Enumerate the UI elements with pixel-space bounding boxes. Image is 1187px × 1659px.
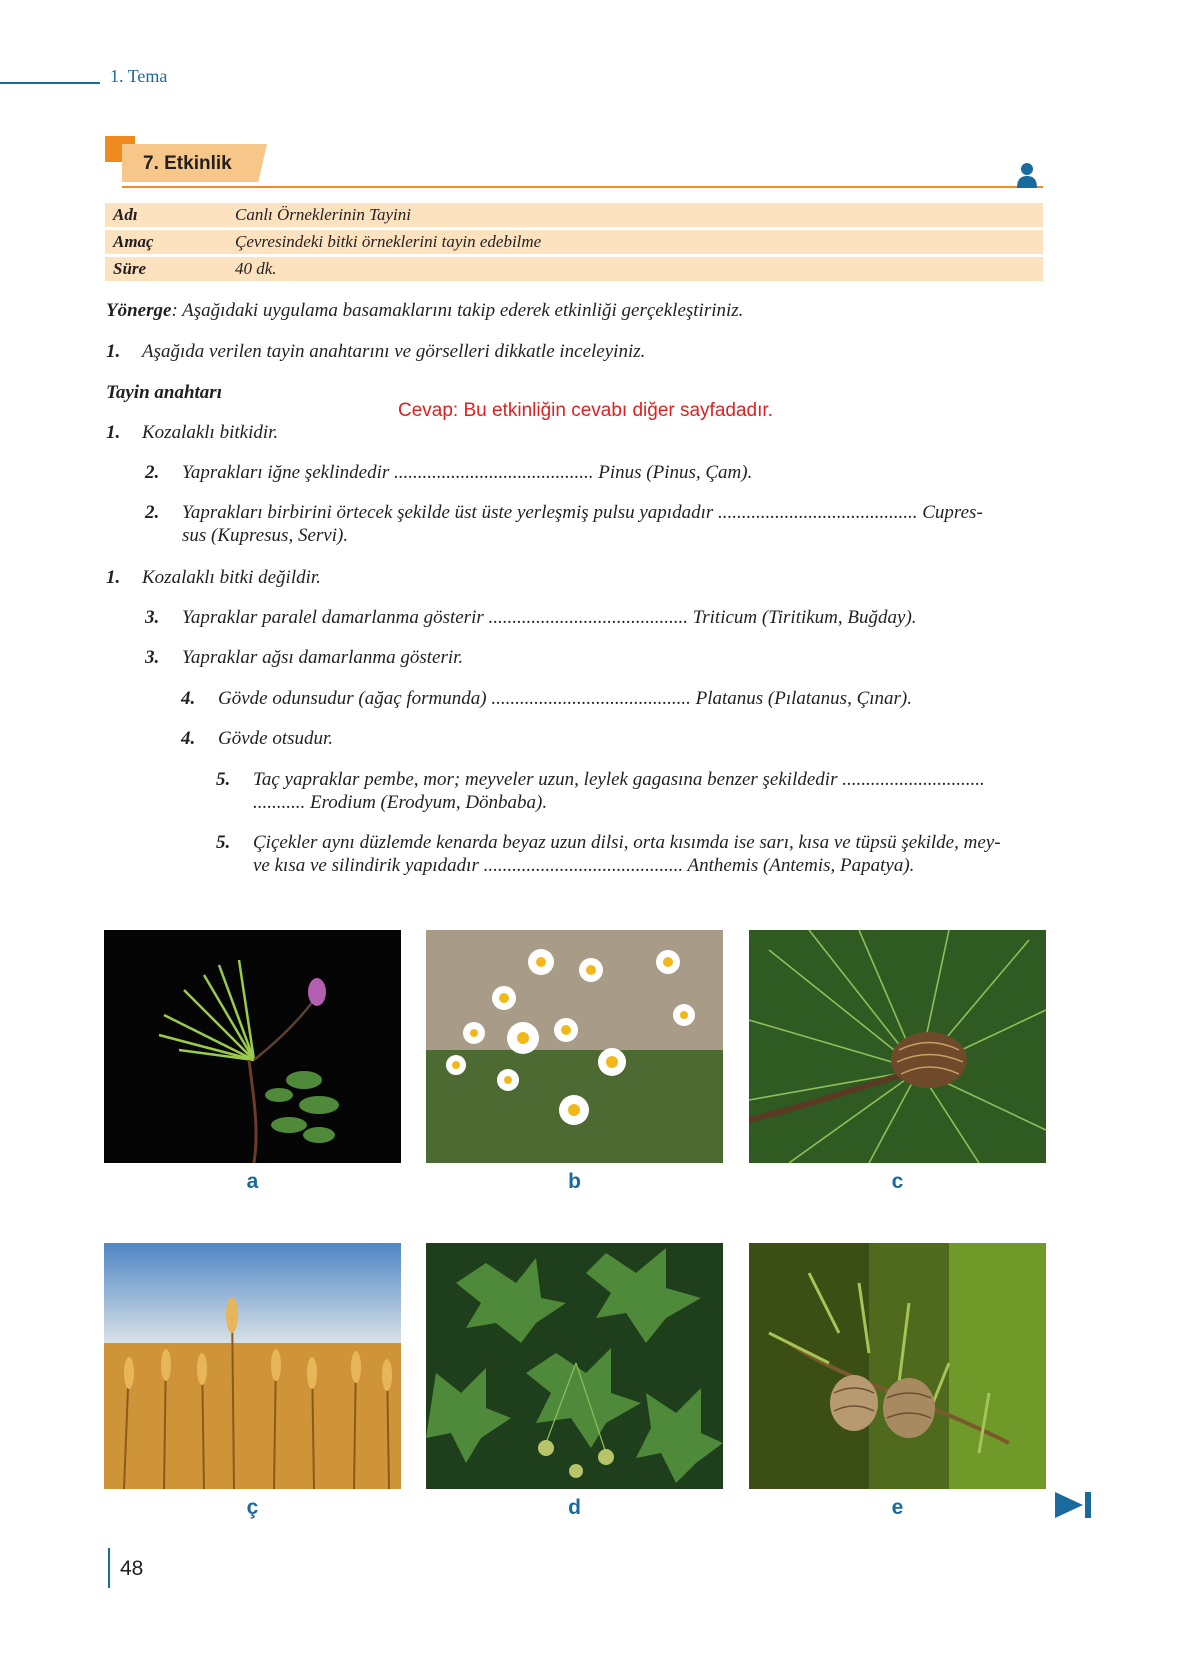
key-item xyxy=(106,421,278,444)
key-item xyxy=(216,831,1046,877)
key-number: 3. xyxy=(145,607,160,628)
key-number: 3. xyxy=(145,647,160,668)
page-number: 48 xyxy=(120,1557,144,1580)
info-value: Canlı Örneklerinin Tayini xyxy=(227,203,1043,227)
activity-info-table xyxy=(105,200,1043,284)
key-text: Kozalaklı bitki değildir. xyxy=(142,567,321,588)
answer-note: Cevap: Bu etkinliğin cevabı diğer sayfadadır. xyxy=(398,400,773,421)
info-key: Amaç xyxy=(105,230,227,254)
theme-label: 1. Tema xyxy=(110,66,168,86)
image-caption: d xyxy=(568,1496,581,1519)
info-row-purpose xyxy=(105,230,1043,254)
key-text-continued: sus (Kupresus, Servi). xyxy=(182,525,349,546)
wheat-field-photo xyxy=(104,1243,401,1489)
key-item xyxy=(145,501,1045,547)
key-number: 2. xyxy=(145,462,160,483)
erodium-photo xyxy=(104,930,401,1163)
key-text: Yaprakları birbirini örtecek şekilde üst üste yerleşmiş pulsu yapıdadır .......................................... Cupres- xyxy=(182,502,983,523)
key-text-continued: ........... Erodium (Erodyum, Dönbaba). xyxy=(253,792,548,813)
info-key: Adı xyxy=(105,203,227,227)
activity-title: 7. Etkinlik xyxy=(143,153,232,174)
step-number: 1. xyxy=(106,341,121,362)
image-caption: e xyxy=(891,1496,904,1519)
key-number: 1. xyxy=(106,567,121,588)
key-number: 1. xyxy=(106,422,121,443)
step-1 xyxy=(106,340,645,363)
key-text: Gövde odunsudur (ağaç formunda) .......................................... Platanus (Pılatanus, Çınar). xyxy=(218,688,913,709)
key-item xyxy=(145,461,752,484)
info-key: Süre xyxy=(105,257,227,281)
key-heading: Tayin anahtarı xyxy=(106,382,222,403)
image-caption: ç xyxy=(246,1496,259,1519)
key-item xyxy=(106,566,321,589)
image-caption: c xyxy=(891,1170,904,1193)
key-text: Taç yapraklar pembe, mor; meyveler uzun, leylek gagasına benzer şekildedir .............................. xyxy=(253,769,985,790)
key-text: Kozalaklı bitkidir. xyxy=(142,422,279,443)
step-text: Aşağıda verilen tayin anahtarını ve görselleri dikkatle inceleyiniz. xyxy=(142,341,646,362)
key-text: Yaprakları iğne şeklindedir .......................................... Pinus (Pinus, Çam). xyxy=(182,462,753,483)
image-caption: a xyxy=(246,1170,259,1193)
key-number: 2. xyxy=(145,502,160,523)
key-number: 5. xyxy=(216,832,231,853)
info-row-name xyxy=(105,203,1043,227)
directive-text: : Aşağıdaki uygulama basamaklarını takip ederek etkinliği gerçekleştiriniz. xyxy=(171,300,744,321)
key-text: Yapraklar ağsı damarlanma gösterir. xyxy=(182,647,464,668)
key-text: Çiçekler aynı düzlemde kenarda beyaz uzun dilsi, orta kısımda ise sarı, kısa ve tüpsü şekilde, mey- xyxy=(253,832,1001,853)
directive-label: Yönerge xyxy=(106,300,172,321)
next-page-icon[interactable] xyxy=(1055,1490,1093,1520)
image-caption: b xyxy=(568,1170,581,1193)
key-item xyxy=(145,606,917,629)
key-number: 4. xyxy=(181,688,196,709)
info-value: 40 dk. xyxy=(227,257,1043,281)
page-number-bar xyxy=(108,1548,110,1588)
key-text: Gövde otsudur. xyxy=(218,728,334,749)
key-text: Yapraklar paralel damarlanma gösterir .......................................... Triticum (Tiritikum, Buğday). xyxy=(182,607,917,628)
info-value: Çevresindeki bitki örneklerini tayin edebilme xyxy=(227,230,1043,254)
key-item xyxy=(181,687,912,710)
chamomile-photo xyxy=(426,930,723,1163)
plane-tree-photo xyxy=(426,1243,723,1489)
activity-rule xyxy=(122,186,1043,188)
info-row-duration xyxy=(105,257,1043,281)
key-item xyxy=(145,646,463,669)
person-icon xyxy=(1016,162,1038,188)
key-number: 5. xyxy=(216,769,231,790)
pine-cone-photo xyxy=(749,930,1046,1163)
key-item xyxy=(181,727,333,750)
key-number: 4. xyxy=(181,728,196,749)
header-rule xyxy=(0,82,100,84)
key-text-continued: ve kısa ve silindirik yapıdadır .......................................... Anthemis (Antemis, Papatya). xyxy=(253,855,915,876)
directive xyxy=(106,299,743,322)
cypress-cone-photo xyxy=(749,1243,1046,1489)
key-item xyxy=(216,768,1046,814)
